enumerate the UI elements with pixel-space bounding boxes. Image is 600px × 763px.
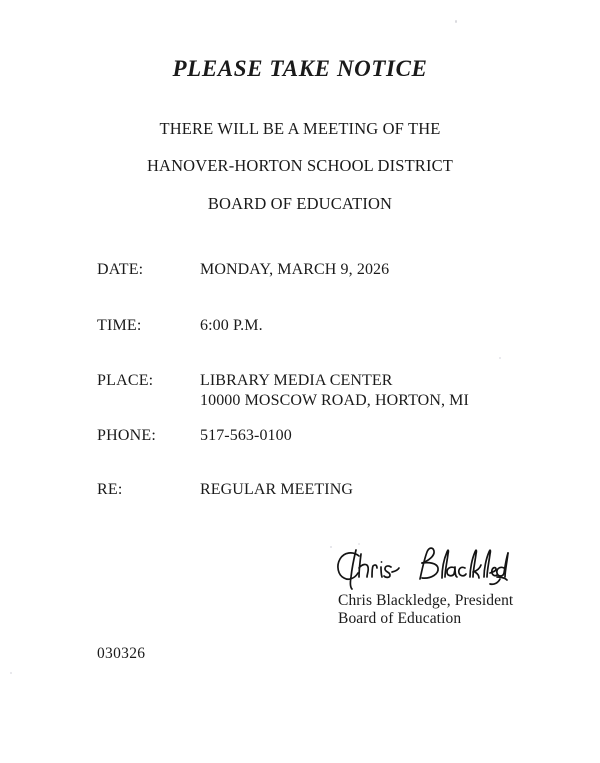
- field-phone-label: PHONE:: [97, 427, 156, 444]
- notice-heading-line-1: THERE WILL BE A MEETING OF THE: [159, 119, 441, 138]
- scan-artifact-speck: [10, 672, 12, 674]
- notice-heading-line-2: HANOVER-HORTON SCHOOL DISTRICT: [146, 156, 453, 175]
- field-time-label: TIME:: [97, 317, 142, 334]
- document-code: 030326: [97, 645, 146, 662]
- scan-artifact-speck: [455, 20, 457, 23]
- field-phone-value: 517-563-0100: [200, 427, 292, 444]
- field-date-label: DATE:: [97, 261, 144, 278]
- field-place-label: PLACE:: [97, 372, 154, 389]
- signer-name: Chris Blackledge, President: [338, 592, 514, 609]
- field-place-value: [200, 372, 469, 410]
- document-title: PLEASE TAKE NOTICE: [172, 56, 428, 81]
- notice-heading-line-3: BOARD OF EDUCATION: [207, 194, 393, 213]
- field-place-value-line-1: LIBRARY MEDIA CENTER: [200, 372, 393, 389]
- field-time-value: 6:00 P.M.: [200, 317, 263, 334]
- scan-artifact-speck: [330, 546, 332, 548]
- handwritten-signature: [334, 546, 509, 592]
- scan-artifact-speck: [358, 543, 360, 545]
- signer-title: Board of Education: [338, 610, 462, 627]
- scan-artifact-speck: [499, 357, 501, 359]
- field-date-value: MONDAY, MARCH 9, 2026: [200, 261, 390, 278]
- field-re-value: REGULAR MEETING: [200, 481, 354, 498]
- field-place-value-line-2: 10000 MOSCOW ROAD, HORTON, MI: [200, 392, 469, 409]
- field-re-label: RE:: [97, 481, 123, 498]
